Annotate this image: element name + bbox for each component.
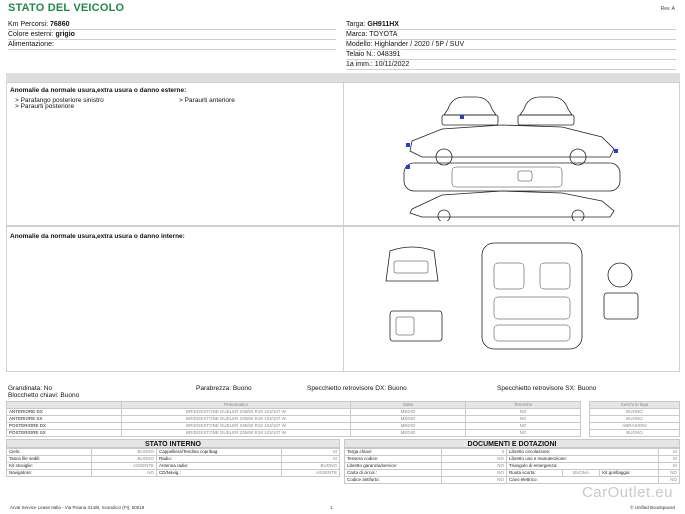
documents-title: DOCUMENTI E DOTAZIONI — [344, 439, 680, 448]
cell-label: Codice antifurto: — [345, 477, 442, 484]
table-row — [345, 449, 680, 456]
plate-row: Targa: GH911HX — [346, 20, 676, 30]
cell-value: BUONO — [92, 449, 157, 456]
damage-marker-rear-fender — [460, 115, 464, 119]
tyre-state: MEDIO — [351, 423, 466, 430]
footer-right: © Unified Boodspaced — [630, 505, 675, 510]
cell-label: Navigatore: — [7, 470, 92, 477]
cell-label: Libretto circolazione: — [507, 449, 659, 456]
table-row — [345, 470, 680, 477]
documents-table — [344, 448, 680, 484]
table-row — [7, 456, 340, 463]
brand-row: Marca: TOYOTA — [346, 30, 676, 40]
cell-label: Radio: — [157, 456, 282, 463]
registration-row: 1a imm.: 10/11/2022 — [346, 60, 676, 70]
revision-label: Rev. A — [660, 6, 675, 12]
cell-label: Cavo elettrico: — [507, 477, 659, 484]
status-mirror-sx: Specchietto retrovisore SX: Buono — [497, 385, 597, 392]
cell-label: CD/Navig.: — [157, 470, 282, 477]
interior-state-title: STATO INTERNO — [6, 439, 340, 448]
table-row — [345, 456, 680, 463]
header-right — [346, 20, 676, 70]
cell-value: BUONO — [92, 456, 157, 463]
km-row: Km Percorsi: 76860 — [8, 20, 336, 30]
watermark-logo: CarOutlet.eu — [581, 484, 673, 501]
tyre-winter: NO — [466, 409, 581, 416]
table-row — [7, 463, 340, 470]
color-row: Colore esterni: grigio — [8, 30, 336, 40]
interior-state-table — [6, 448, 340, 477]
cell-value: ASSENTE — [282, 470, 340, 477]
tyres-header-rims: Cerchi in lega — [590, 402, 680, 409]
cell-label: Tessera codice: — [345, 456, 442, 463]
tyre-rim: BUONO — [590, 409, 680, 416]
footer-address: Arval Service Lease Italia - Via Pisana 314/B, Scandicci (FI), 50018 — [10, 505, 145, 510]
status-key-lock: Blocchetto chiavi: Buono — [8, 392, 80, 399]
cell-value: 3 — [442, 449, 507, 456]
cell-value: NO — [442, 477, 507, 484]
interior-title: Anomalie da normale usura,extra usura o danno interne: — [10, 233, 185, 240]
table-row — [7, 449, 340, 456]
tyre-position: POSTERIORE SX — [7, 430, 122, 437]
damage-marker-side — [406, 165, 410, 169]
exterior-item-2: > Paraurti anteriore — [179, 97, 235, 104]
table-row — [7, 470, 340, 477]
tyre-gap — [581, 423, 590, 430]
exterior-damage-panel — [6, 82, 680, 226]
cell-value: SI — [282, 456, 340, 463]
tyre-position: ANTERIORE DX — [7, 409, 122, 416]
cell-label: Carta di circol.: — [345, 470, 442, 477]
tyres-header-position — [7, 402, 122, 409]
tyre-state: MEDIO — [351, 430, 466, 437]
fuel-row: Alimentazione: — [8, 40, 336, 50]
footer-page-number: 1 — [330, 505, 333, 510]
tyre-model: BRIDGESTONE DUELER 235/60 R18 103/107 W — [122, 430, 351, 437]
tyres-header-tyre: Pneumatico — [122, 402, 351, 409]
damage-marker-rear-bumper — [614, 149, 618, 153]
divider-vertical-2 — [343, 227, 344, 371]
tyre-rim: BUONO — [590, 416, 680, 423]
cell-value: ASSENTE — [92, 463, 157, 470]
tyres-header-winter: Termiche — [466, 402, 581, 409]
cell-value: NO — [659, 470, 680, 477]
header-left — [8, 20, 336, 50]
damage-marker-front-bumper — [406, 143, 410, 147]
tyre-rim: ABRASIONI — [590, 423, 680, 430]
cell-value: BUONO — [282, 463, 340, 470]
tyre-gap — [581, 409, 590, 416]
cell-value: NO — [442, 470, 507, 477]
chassis-row: Telaio N.: 048391 — [346, 50, 676, 60]
tyres-header-state: Stato — [351, 402, 466, 409]
cell-label: Cielo: — [7, 449, 92, 456]
exterior-title: Anomalie da normale usura,extra usura o danno esterne: — [10, 87, 187, 94]
table-row — [345, 477, 680, 484]
table-row — [7, 423, 680, 430]
model-row: Modello: Highlander / 2020 / 5P / SUV — [346, 40, 676, 50]
cell-value: SI — [659, 463, 680, 470]
tyre-gap — [581, 416, 590, 423]
cell-label: Kit gonfiaggio: — [600, 470, 659, 477]
cell-value: NO — [442, 463, 507, 470]
status-mirror-dx: Specchietto retrovisore DX: Buono — [307, 385, 407, 392]
tyre-rim: BUONO — [590, 430, 680, 437]
cell-label: Ruota scorta: — [507, 470, 563, 477]
interior-damage-panel — [6, 226, 680, 372]
table-row — [345, 463, 680, 470]
tyre-winter: NO — [466, 423, 581, 430]
table-row — [7, 430, 680, 437]
cell-value: SI — [282, 449, 340, 456]
cell-label: Tasca file sedili: — [7, 456, 92, 463]
cell-value: SI — [659, 449, 680, 456]
tyre-position: ANTERIORE SX — [7, 416, 122, 423]
tyre-winter: NO — [466, 416, 581, 423]
tyre-model: BRIDGESTONE DUELER 235/60 R18 103/107 W — [122, 416, 351, 423]
cell-label: Libretto garanzia/service: — [345, 463, 442, 470]
status-hail: Grandinata: No — [8, 385, 53, 392]
tyres-table — [6, 401, 680, 437]
exterior-item-3: > Paraurti posteriore — [15, 103, 75, 110]
cell-label: Cappelliera/Tendina copribag: — [157, 449, 282, 456]
cell-value: SI — [659, 456, 680, 463]
cell-label: Antenna radio: — [157, 463, 282, 470]
cell-label: Kit stoviglie: — [7, 463, 92, 470]
divider-vertical — [343, 83, 344, 225]
tyre-state: MEDIO — [351, 416, 466, 423]
separator-bar — [6, 73, 680, 82]
tyres-header-gap — [581, 402, 590, 409]
cell-label: Triangolo di emergenza: — [507, 463, 659, 470]
tyre-gap — [581, 430, 590, 437]
exterior-item-1: > Parafango posteriore sinistro — [15, 97, 104, 104]
cell-value: NO — [659, 477, 680, 484]
tyre-model: BRIDGESTONE DUELER 235/60 R18 103/107 W — [122, 409, 351, 416]
cell-value: NO — [442, 456, 507, 463]
page-title: STATO DEL VEICOLO — [8, 2, 125, 14]
tyre-state: MEDIO — [351, 409, 466, 416]
cell-value: NO — [92, 470, 157, 477]
status-windshield: Parabrezza: Buono — [196, 385, 252, 392]
cell-label: Targa chiavi: — [345, 449, 442, 456]
tyre-position: POSTERIORE DX — [7, 423, 122, 430]
table-row — [7, 416, 680, 423]
table-row — [7, 409, 680, 416]
tyres-header-row — [7, 402, 680, 409]
cell-value: BUONA — [563, 470, 600, 477]
cell-label: Libretto uso e manutenzione: — [507, 456, 659, 463]
car-interior-diagram — [382, 241, 652, 351]
car-exterior-diagram — [382, 91, 642, 221]
tyre-model: BRIDGESTONE DUELER 235/60 R18 103/107 W — [122, 423, 351, 430]
tyre-winter: NO — [466, 430, 581, 437]
